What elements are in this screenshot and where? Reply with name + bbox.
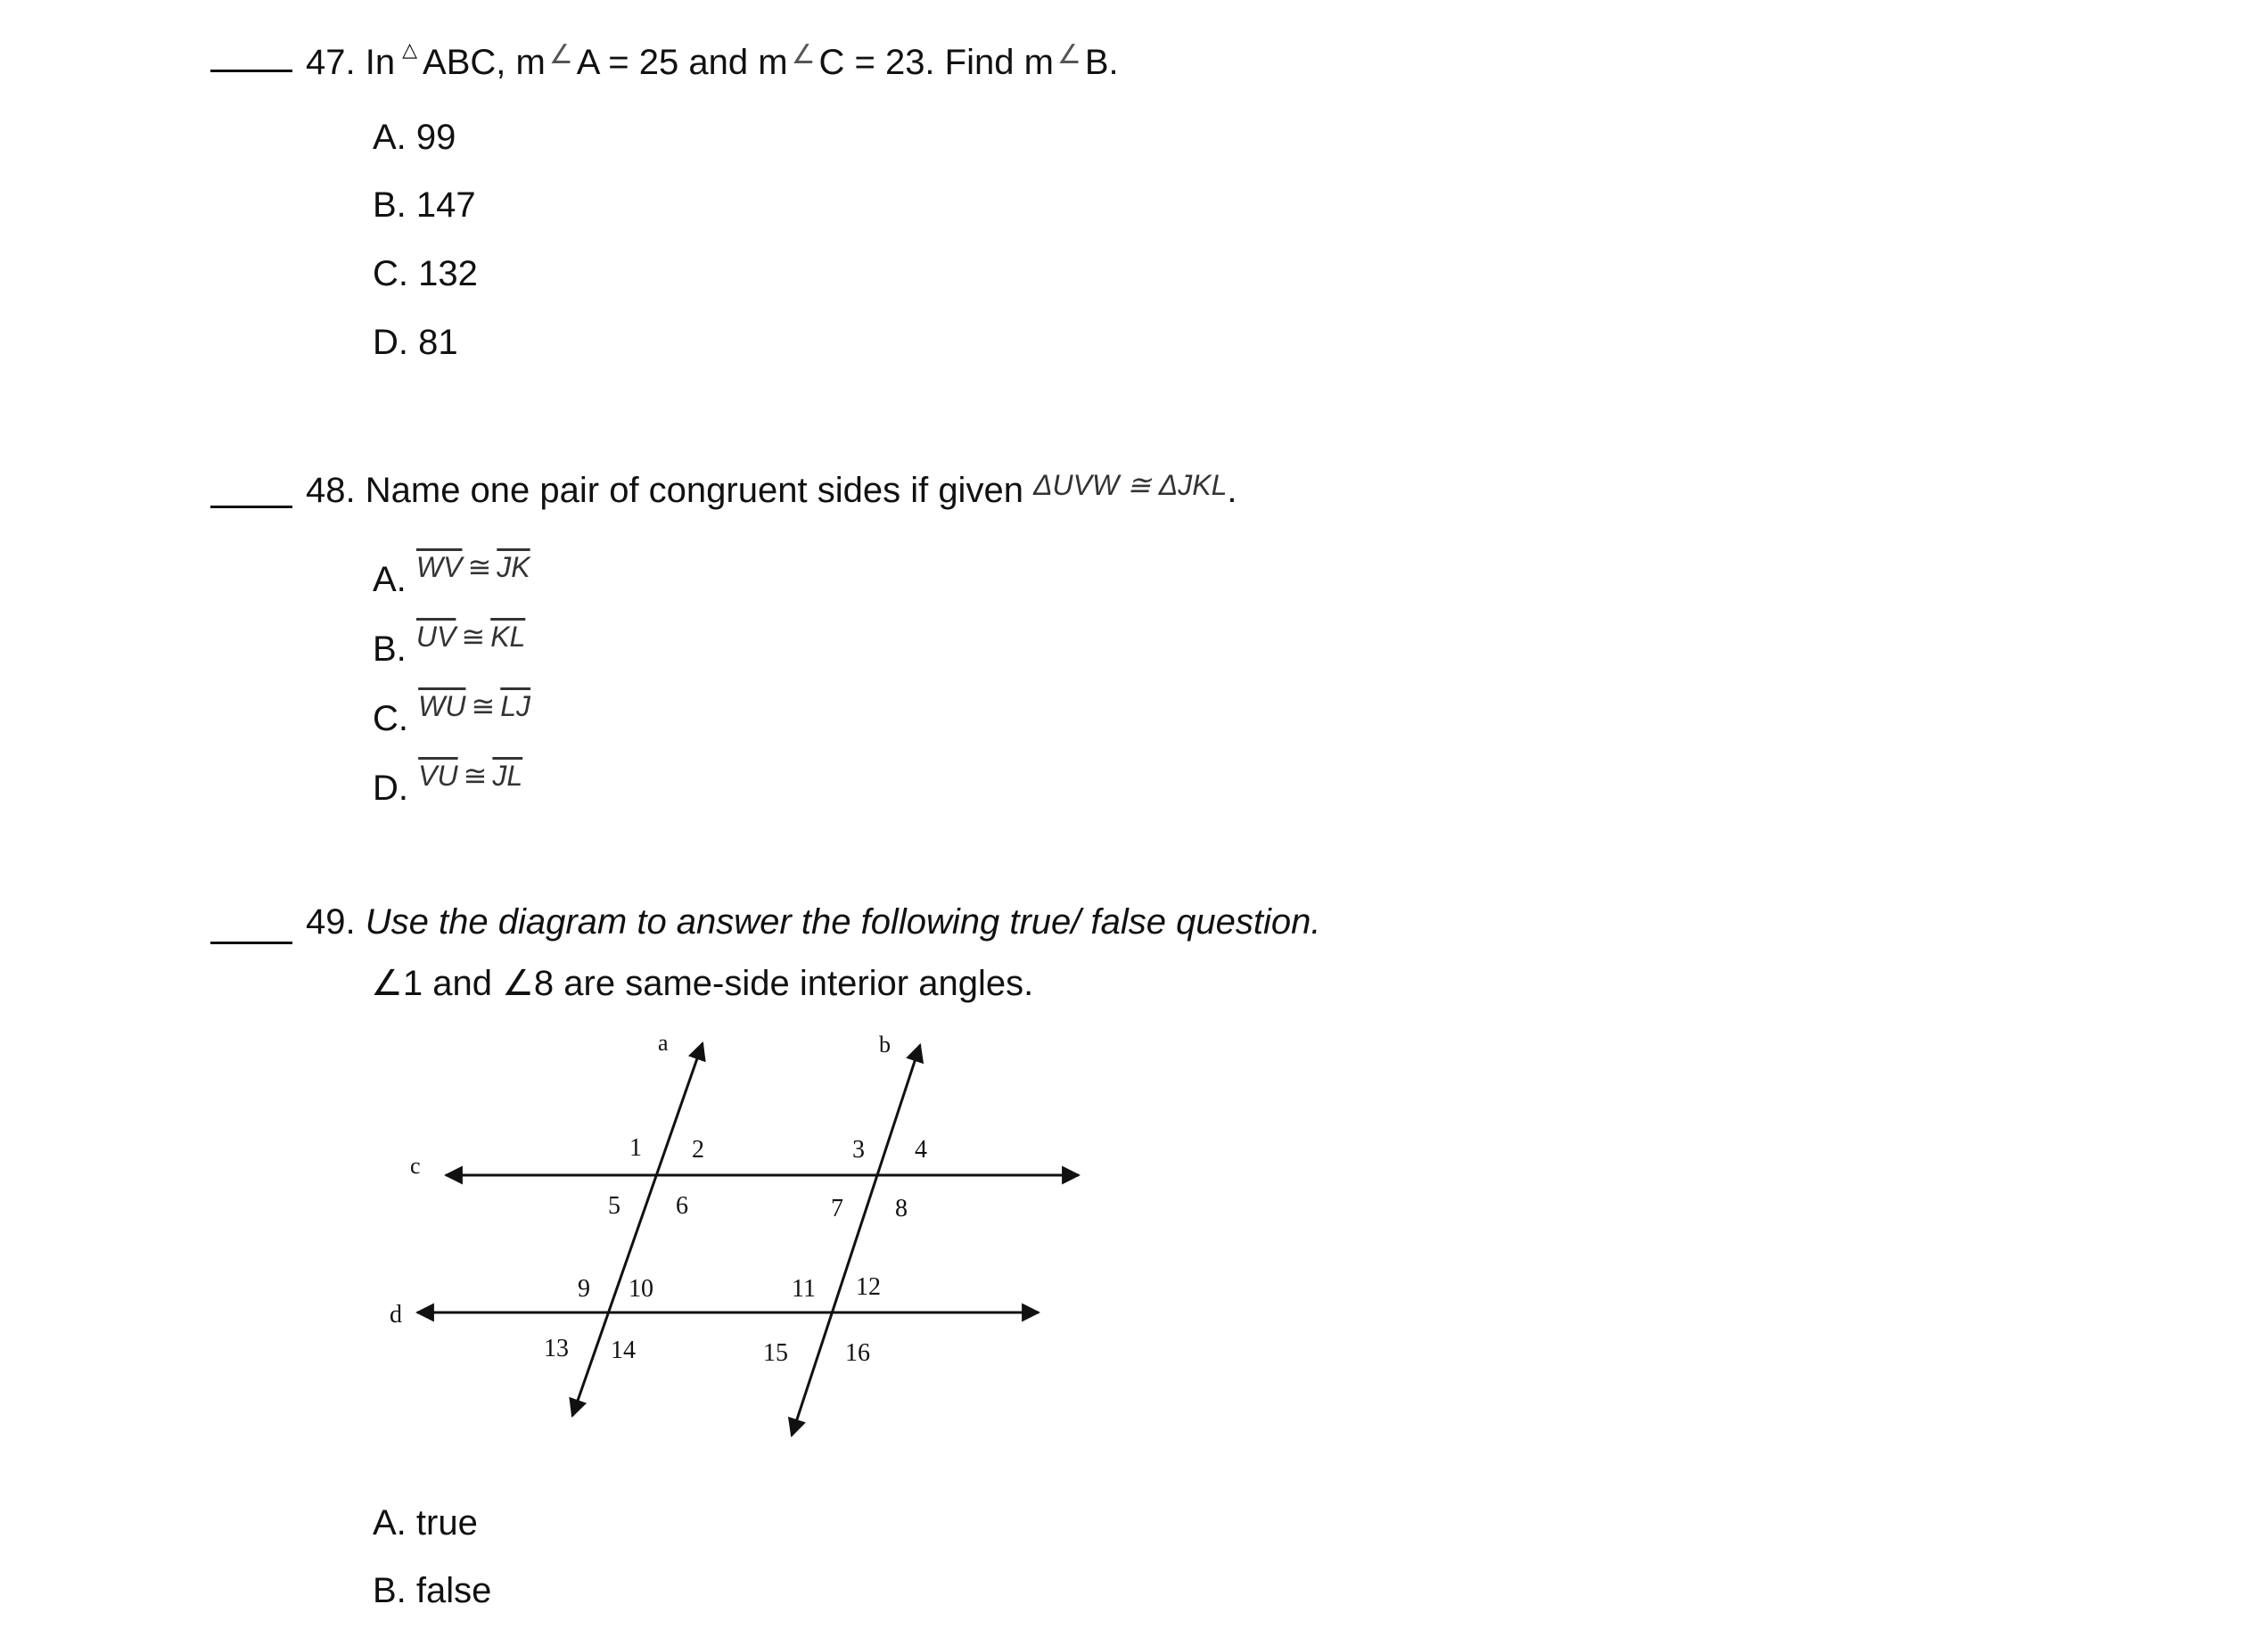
option-49-b[interactable]: B. false — [373, 1571, 492, 1610]
angle-label-14: 14 — [611, 1337, 636, 1364]
option-48-c[interactable]: C. $^{\overline{WU} ≅ \overline{LJ}}$ — [373, 690, 531, 738]
option-47-b[interactable]: B. 147 — [373, 185, 476, 225]
option-48-a[interactable]: A. $^{\overline{WV} ≅ \overline{JK}}$ — [373, 551, 530, 599]
label-line-d: d — [390, 1301, 402, 1329]
option-47-c[interactable]: C. 132 — [373, 254, 478, 293]
angle-label-12: 12 — [856, 1273, 881, 1301]
angle-label-8: 8 — [895, 1195, 908, 1222]
triangle-icon: △ — [402, 38, 418, 61]
answer-blank-49[interactable] — [210, 942, 292, 944]
angle-label-16: 16 — [845, 1339, 870, 1367]
label-line-a: a — [658, 1030, 669, 1056]
answer-blank-48[interactable] — [210, 506, 292, 508]
segment-left: $\overline{WV}$ — [415, 551, 463, 583]
label-line-c: c — [410, 1153, 421, 1179]
segment-left: $\overline{UV}$ — [415, 621, 456, 653]
question-number: 48. — [306, 471, 356, 510]
parallel-lines-diagram — [374, 1025, 1105, 1453]
option-49-a[interactable]: A. true — [373, 1503, 478, 1543]
angle-label-11: 11 — [792, 1275, 816, 1303]
angle-label-9: 9 — [578, 1275, 590, 1303]
segment-left: $\overline{VU}$ — [418, 760, 458, 792]
segment-right: $\overline{JL}$ — [492, 760, 523, 792]
option-47-d[interactable]: D. 81 — [373, 323, 458, 362]
angle-label-1: 1 — [629, 1134, 642, 1162]
option-48-b[interactable]: B. $^{\overline{UV} ≅ \overline{KL}}$ — [373, 621, 526, 669]
answer-blank-47[interactable] — [210, 70, 292, 72]
angle-label-6: 6 — [676, 1192, 688, 1220]
segment-left: $\overline{WU}$ — [418, 690, 466, 722]
option-48-d[interactable]: D. $^{\overline{VU} ≅ \overline{JL}}$ — [373, 760, 523, 808]
angle-label-2: 2 — [692, 1136, 704, 1164]
question-instruction: Use the diagram to answer the following true/ false question. — [365, 902, 1321, 942]
option-47-a[interactable]: A. 99 — [373, 118, 456, 157]
question-number: 49. — [306, 902, 356, 942]
angle-icon: ∠ — [791, 40, 816, 70]
angle-label-4: 4 — [915, 1136, 927, 1164]
line-a — [572, 1043, 703, 1416]
question-48-stem: 48. Name one pair of congruent sides if given $^{\Delta UVW ≅ \Delta JKL}$. — [306, 469, 1237, 510]
angle-label-13: 13 — [544, 1335, 569, 1362]
question-47-stem: 47. In △ ABC, m ∠ A = 25 and m ∠ C = 23. Find m ∠ B. — [306, 38, 1119, 82]
question-number: 47. — [306, 43, 356, 82]
angle-icon: ∠ — [548, 40, 573, 70]
angle-label-3: 3 — [852, 1136, 865, 1164]
segment-right: $\overline{LJ}$ — [500, 690, 531, 722]
congruence-statement: ΔUVW ≅ ΔJKL — [1033, 469, 1228, 501]
question-49-statement: ∠1 and ∠8 are same-side interior angles. — [371, 964, 1034, 1003]
angle-label-15: 15 — [763, 1339, 788, 1367]
angle-label-7: 7 — [831, 1195, 843, 1222]
line-b — [792, 1045, 920, 1436]
angle-icon: ∠ — [1056, 40, 1081, 70]
angle-label-10: 10 — [629, 1275, 653, 1303]
segment-right: $\overline{JK}$ — [497, 551, 530, 583]
angle-label-5: 5 — [608, 1192, 620, 1220]
question-49-stem — [306, 901, 1320, 943]
label-line-b: b — [879, 1032, 891, 1057]
segment-right: $\overline{KL}$ — [490, 621, 526, 653]
